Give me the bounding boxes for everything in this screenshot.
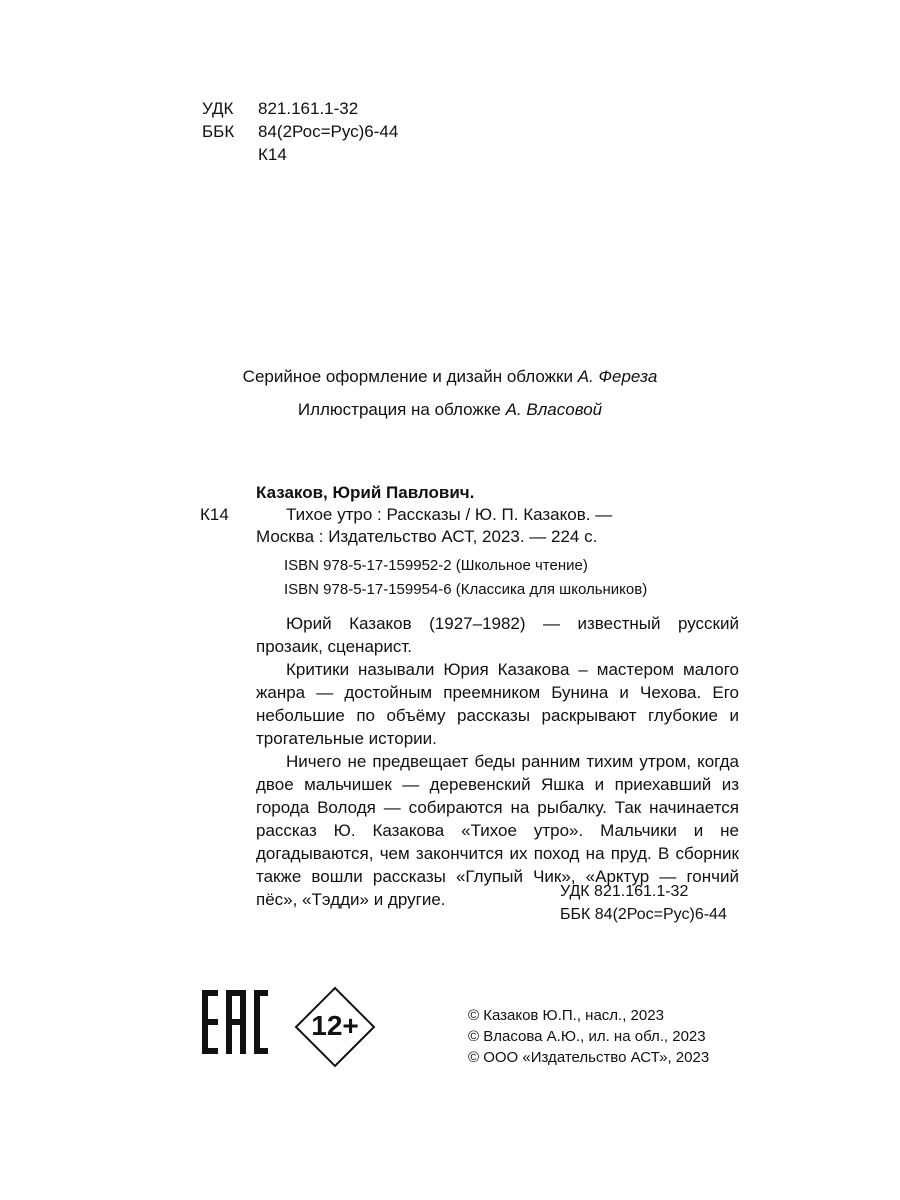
udk-top: [202, 98, 358, 120]
title-line: Тихое утро : Рассказы / Ю. П. Казаков. —: [286, 505, 613, 524]
author-mark-top: К14: [258, 145, 287, 164]
annotation-text-1: Юрий Казаков (1927–1982) — известный русский прозаик, сценарист.: [256, 614, 739, 656]
udk-value: 821.161.1-32: [258, 99, 359, 118]
bbk-top: [202, 121, 398, 143]
bbk-label: ББК: [202, 122, 235, 141]
udk-label: УДК: [202, 99, 234, 118]
illustration-credit-prefix: Иллюстрация на обложке: [297, 400, 501, 419]
annotation-paragraph-2: [256, 658, 739, 750]
copyright-line-1: © Казаков Ю.П., насл., 2023: [468, 1007, 664, 1024]
author-heading: Казаков, Юрий Павлович.: [256, 483, 475, 502]
isbn-2: ISBN 978-5-17-159954-6 (Классика для школьников): [284, 581, 648, 598]
bbk-bottom: ББК 84(2Рос=Рус)6-44: [560, 906, 727, 923]
eac-mark-icon: [202, 990, 268, 1054]
annotation-text-3: Ничего не предвещает беды ранним тихим утром, когда двое мальчишек — деревенский Яшка и приехавший из города Володя — собираются на рыбалку. Так начинается рассказ Ю. Казакова «Тихое утро». Мальчики и не догадываются, чем закончится их поход на пруд. В сборник также вошли рассказы «Глупый Чик», «Арктур — гончий пёс», «Тэдди» и другие.: [256, 752, 739, 909]
annotation-text-2: Критики называли Юрия Казакова – мастером малого жанра — достойным преемником Бунина и Чехова. Его небольшие по объёму рассказы раскрывают глубокие и трогательные истории.: [256, 660, 739, 748]
design-credit-prefix: Серийное оформление и дизайн обложки: [242, 367, 573, 386]
annotation-paragraph-1: [256, 612, 739, 658]
imprint-line: Москва : Издательство АСТ, 2023. — 224 с.: [256, 527, 598, 546]
copyright-line-2: © Власова А.Ю., ил. на обл., 2023: [468, 1028, 706, 1045]
isbn-1: ISBN 978-5-17-159952-2 (Школьное чтение): [284, 557, 588, 574]
design-credit-name: А. Фереза: [577, 367, 658, 386]
copyright-line-3: © ООО «Издательство АСТ», 2023: [468, 1049, 710, 1066]
author-mark: К14: [200, 505, 229, 524]
bbk-value: 84(2Рос=Рус)6-44: [258, 122, 399, 141]
illustration-credit: [0, 400, 900, 420]
illustration-credit-name: А. Власовой: [505, 400, 603, 419]
age-rating: 12+: [311, 1010, 359, 1041]
udk-bottom: УДК 821.161.1-32: [560, 883, 689, 900]
design-credit: [0, 367, 900, 387]
